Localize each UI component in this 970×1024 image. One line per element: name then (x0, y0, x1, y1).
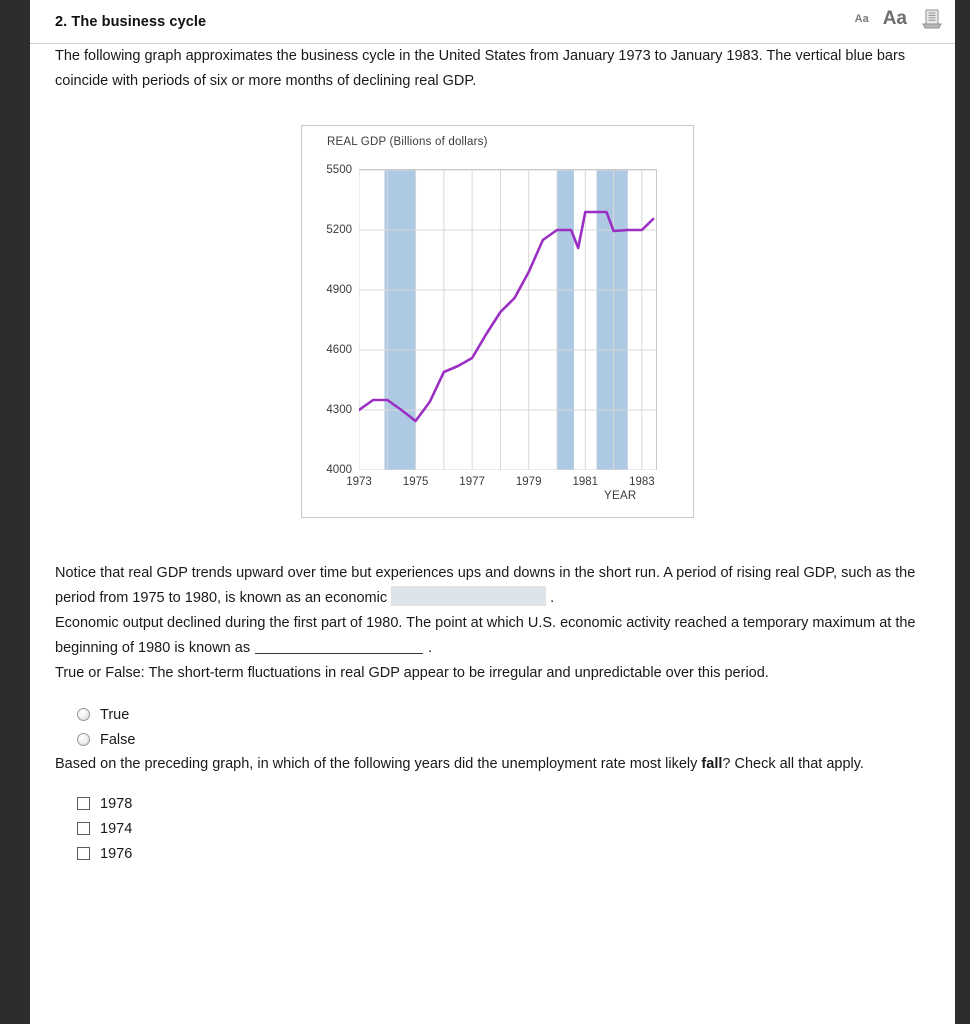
economic-expansion-blank-input[interactable] (391, 586, 546, 606)
radio-icon[interactable] (77, 733, 90, 746)
x-axis-title: YEAR (604, 490, 637, 502)
x-tick-label: 1977 (459, 476, 485, 488)
recession-band (597, 170, 628, 470)
output-text-after: . (428, 640, 433, 656)
chart-title: REAL GDP (Billions of dollars) (327, 136, 488, 148)
radio-icon[interactable] (77, 708, 90, 721)
notice-text-after: . (550, 590, 555, 606)
output-text-before: Economic output declined during the first part of 1980. The point at which U.S. economic activity reached a temporary maximum at the beginning of 1980 is known as (55, 615, 916, 656)
checkbox-label-1978: 1978 (100, 795, 133, 812)
y-tick-label: 4300 (326, 404, 352, 416)
true-false-prompt: True or False: The short-term fluctuations in real GDP appear to be irregular and unpredictable over this period. (55, 665, 769, 681)
checkbox-option-1976[interactable] (77, 841, 930, 866)
multiselect-text-before: Based on the preceding graph, in which of the following years did the unemployment rate most likely (55, 756, 702, 772)
y-tick-label: 5200 (326, 224, 352, 236)
real-gdp-chart (301, 125, 694, 518)
page-title: 2. The business cycle (55, 14, 207, 30)
left-rail (0, 0, 30, 1024)
checkbox-icon[interactable] (77, 847, 90, 860)
chart-svg (359, 170, 656, 470)
x-tick-label: 1975 (402, 476, 429, 488)
radio-option-true[interactable] (77, 702, 930, 727)
question-page (30, 0, 955, 1024)
recession-band (557, 170, 574, 470)
recession-band (384, 170, 415, 470)
checkbox-icon[interactable] (77, 797, 90, 810)
chart-plot-area (326, 164, 657, 488)
page-header (30, 0, 955, 44)
intro-paragraph: The following graph approximates the business cycle in the United States from January 1973 to January 1983. The vertical blue bars coincide with periods of six or more months of declining real GDP. (55, 48, 906, 89)
radio-label-false: False (100, 731, 136, 748)
x-tick-label: 1973 (346, 476, 372, 488)
x-tick-label: 1983 (629, 476, 655, 488)
multiselect-prompt (55, 752, 935, 777)
radio-option-false[interactable] (77, 727, 930, 752)
multiselect-options (55, 791, 930, 866)
x-tick-label: 1979 (515, 476, 542, 488)
output-decline-paragraph (55, 611, 935, 661)
decrease-font-size-button[interactable]: Aa (854, 13, 869, 25)
radio-label-true: True (100, 706, 130, 723)
checkbox-label-1974: 1974 (100, 820, 133, 837)
page-body (30, 44, 955, 866)
checkbox-option-1978[interactable] (77, 791, 930, 816)
increase-font-size-button[interactable]: Aa (882, 8, 907, 29)
notice-text-before: Notice that real GDP trends upward over time but experiences ups and downs in the short run. A period of rising real GDP, such as the period from 1975 to 1980, is known as an economic (55, 565, 916, 606)
y-tick-label: 4600 (326, 344, 352, 356)
multiselect-text-after: ? Check all that apply. (722, 756, 864, 772)
y-tick-label: 4900 (326, 284, 352, 296)
checkbox-option-1974[interactable] (77, 816, 930, 841)
checkbox-label-1976: 1976 (100, 845, 133, 862)
true-false-options (55, 702, 930, 752)
checkbox-icon[interactable] (77, 822, 90, 835)
y-tick-label: 4000 (326, 464, 352, 476)
notice-paragraph (55, 561, 935, 611)
print-document-icon[interactable] (921, 9, 943, 29)
right-rail (955, 0, 970, 1024)
peak-blank-input[interactable] (255, 639, 423, 654)
x-tick-label: 1981 (572, 476, 599, 488)
multiselect-emphasis: fall (701, 756, 723, 772)
header-toolbar (855, 8, 943, 30)
y-tick-label: 5500 (326, 164, 352, 176)
